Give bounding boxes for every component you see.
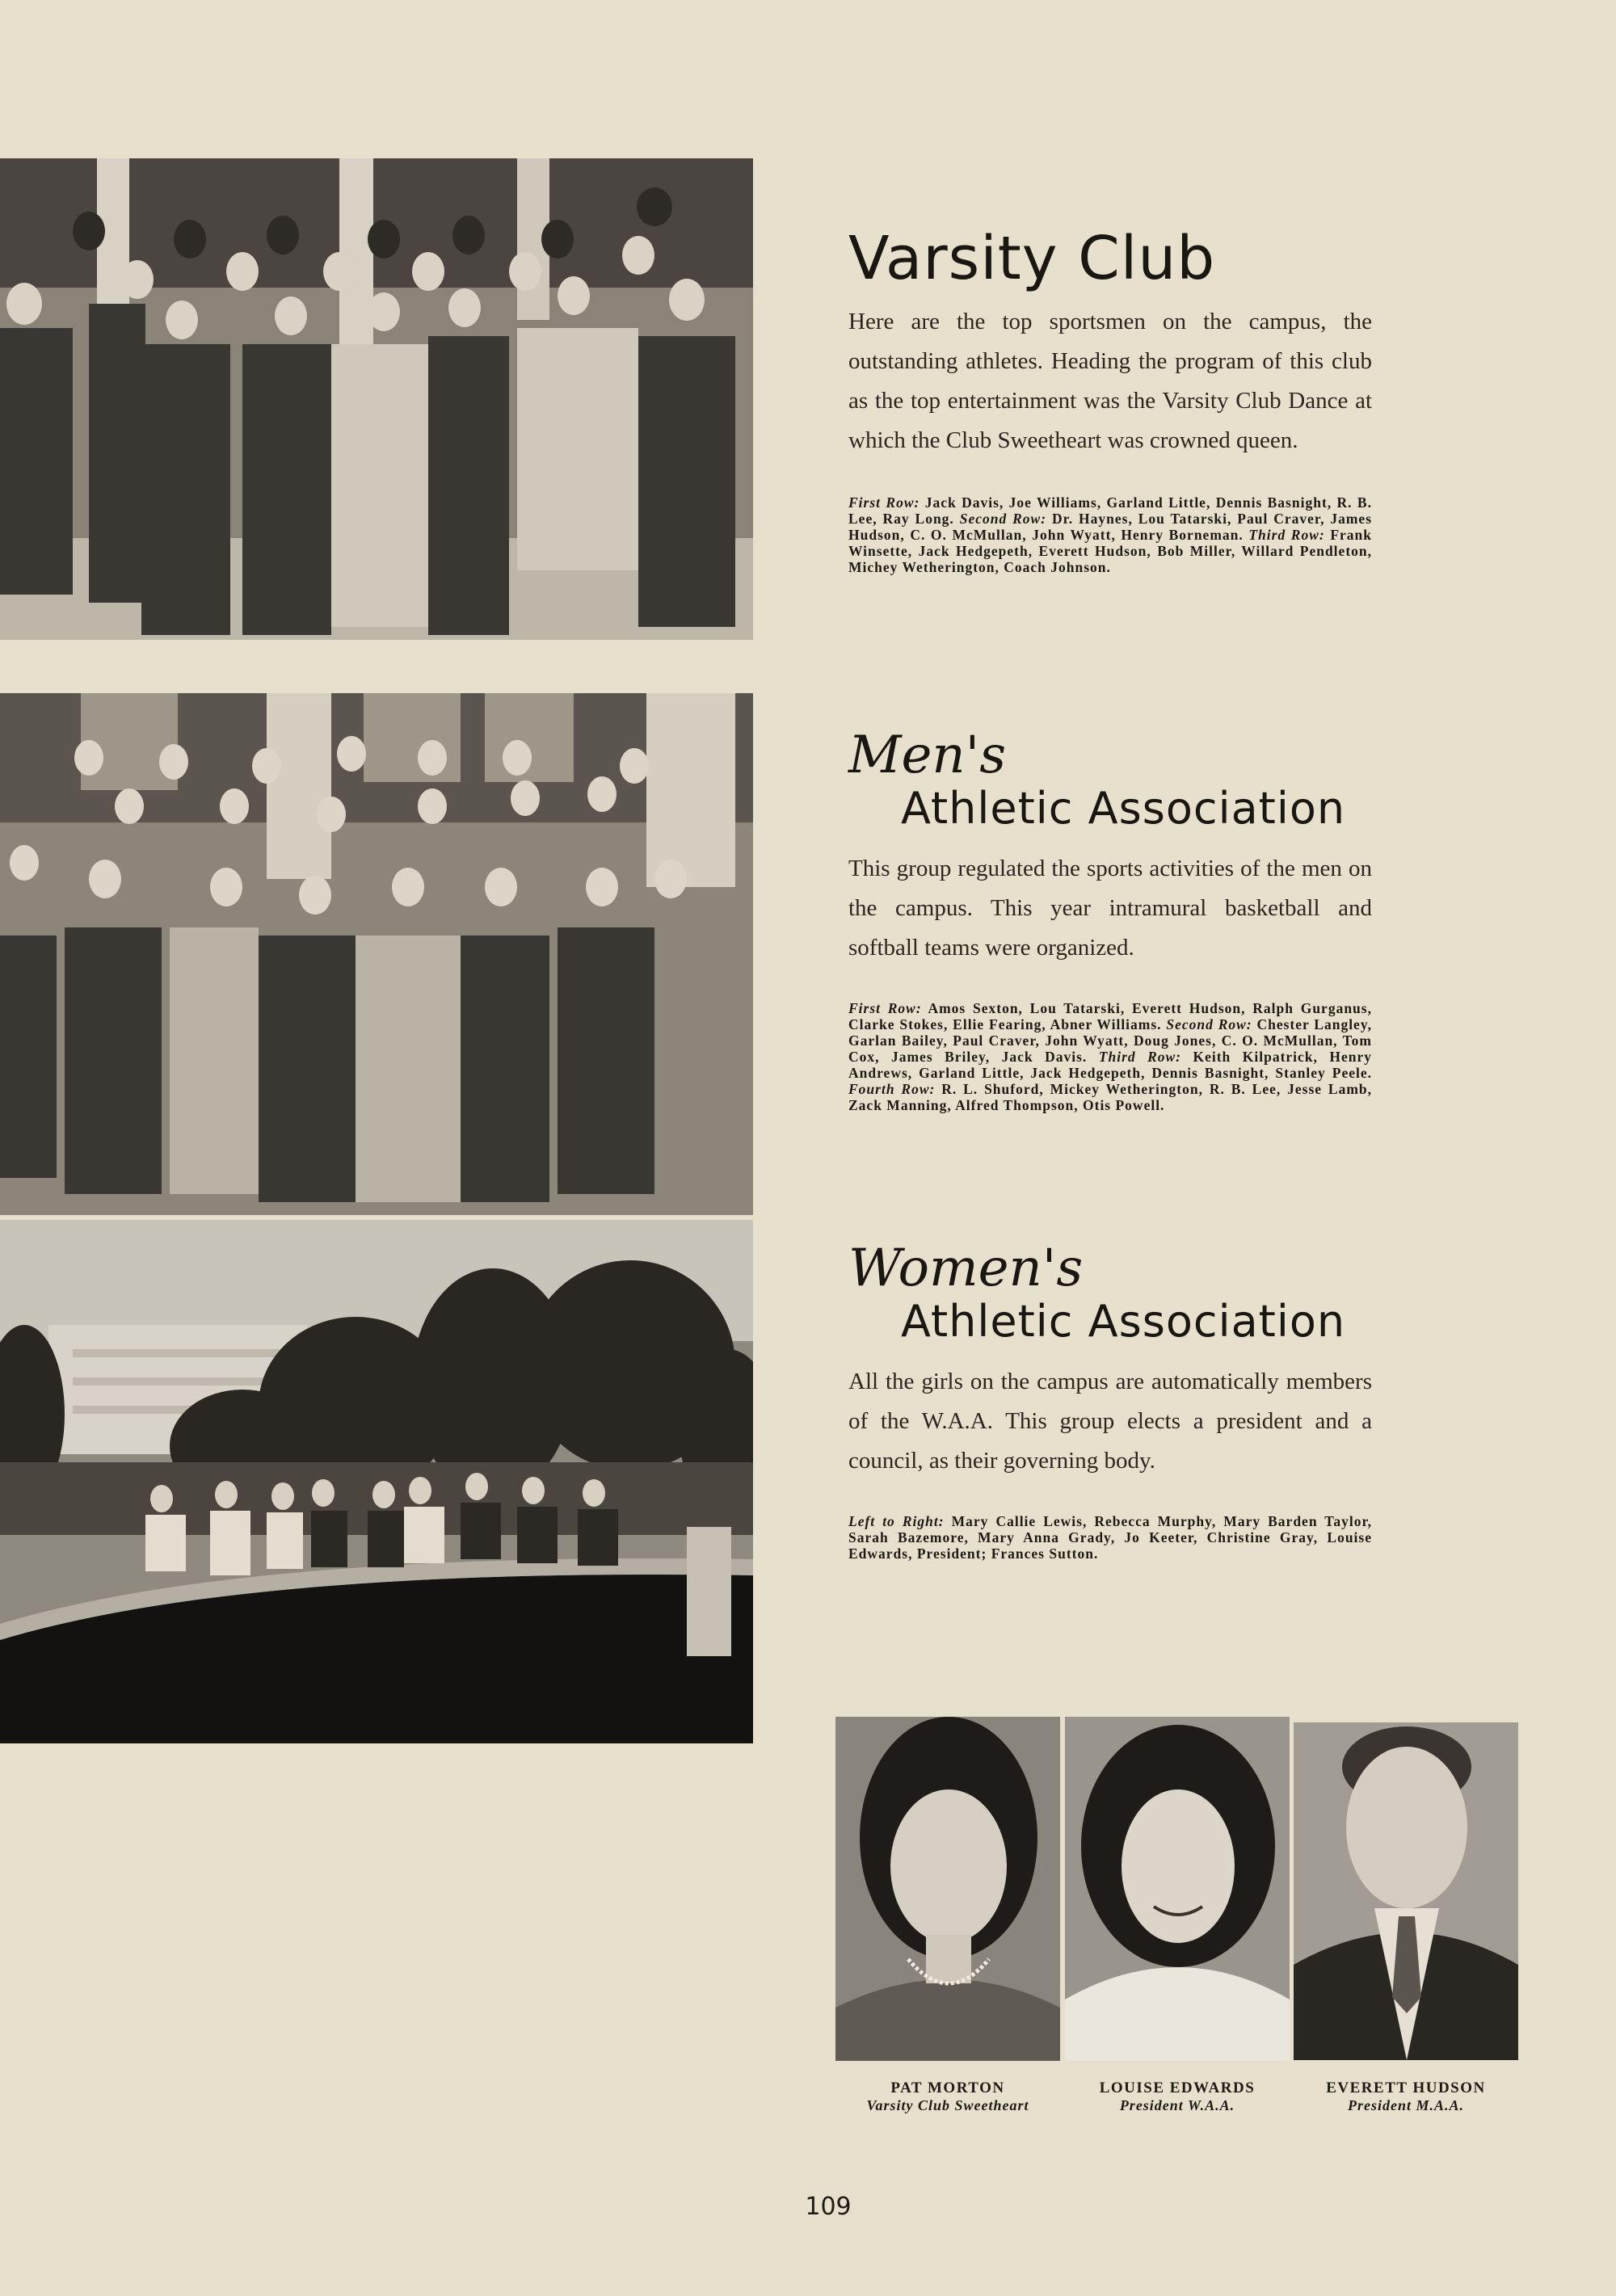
roster-label: Fourth Row:: [848, 1081, 936, 1097]
varsity-club-section: [848, 218, 1372, 575]
roster-names: Frank Winsette, Jack Hedgepeth, Everett Hudson, Bob Miller, Willard Pendleton, Michey Wetherington, Coach Johnson.: [848, 527, 1372, 575]
portrait-pat-morton: [835, 1717, 1060, 2061]
roster-label: Third Row:: [1098, 1049, 1182, 1065]
womens-script-title: Women's: [848, 1238, 1084, 1298]
womens-athletic-title: Athletic Association: [901, 1296, 1346, 1347]
portrait-role: President M.A.A.: [1347, 2097, 1464, 2113]
roster-names: Chester Langley, Garlan Bailey, Paul Craver, John Wyatt, Doug Jones, C. O. McMullan, Tom Cox, James Briley, Jack Davis.: [848, 1016, 1372, 1065]
roster-label: Left to Right:: [848, 1513, 945, 1529]
mens-athletic-section: [848, 723, 1372, 1113]
roster-names: Keith Kilpatrick, Henry Andrews, Garland Little, Jack Hedgepeth, Dennis Basnight, Stanley Peele.: [848, 1049, 1372, 1081]
roster-names: Jack Davis, Joe Williams, Garland Little, Dennis Basnight, R. B. Lee, Ray Long.: [848, 494, 1372, 527]
roster-label: Third Row:: [1248, 527, 1325, 543]
womens-athletic-photo: [0, 1220, 753, 1743]
varsity-club-roster: [848, 494, 1372, 575]
portrait-role: President W.A.A.: [1119, 2097, 1235, 2113]
roster-names: Dr. Haynes, Lou Tatarski, Paul Craver, James Hudson, C. O. McMullan, John Wyatt, Henry Borneman.: [848, 511, 1373, 543]
mens-athletic-description: This group regulated the sports activities of the men on the campus. This year intramural basketball and softball teams were organized.: [848, 856, 1372, 961]
roster-label: Second Row:: [959, 511, 1047, 527]
portrait-role: Varsity Club Sweetheart: [866, 2097, 1029, 2113]
roster-label: First Row:: [848, 1000, 922, 1016]
mens-athletic-title: Athletic Association: [901, 783, 1346, 834]
roster-names: Mary Callie Lewis, Rebecca Murphy, Mary Barden Taylor, Sarah Bazemore, Mary Anna Grady, Jo Keeter, Christine Gray, Louise Edwards, President; Frances Sutton.: [848, 1513, 1373, 1562]
roster-label: Second Row:: [1166, 1016, 1252, 1032]
portrait-everett-hudson: [1294, 1722, 1518, 2060]
portrait-name: PAT MORTON: [890, 2079, 1005, 2096]
varsity-club-title: Varsity Club: [848, 224, 1216, 293]
roster-names: Amos Sexton, Lou Tatarski, Everett Hudson, Ralph Gurganus, Clarke Stokes, Ellie Fearing, Abner Williams.: [848, 1000, 1372, 1032]
womens-athletic-section: [848, 1236, 1372, 1562]
varsity-club-description: Here are the top sportsmen on the campus, the outstanding athletes. Heading the program of this club as the top entertainment was the Varsity Club Dance at which the Club Sweetheart was crowned queen.: [848, 309, 1372, 453]
womens-athletic-description: All the girls on the campus are automatically members of the W.A.A. This group elects a president and a council, as their governing body.: [848, 1369, 1372, 1474]
roster-names: R. L. Shuford, Mickey Wetherington, R. B. Lee, Jesse Lamb, Zack Manning, Alfred Thompson, Otis Powell.: [848, 1081, 1373, 1113]
portrait-caption: [1294, 2079, 1518, 2114]
roster-label: First Row:: [848, 494, 920, 511]
mens-athletic-roster: [848, 1000, 1372, 1113]
portrait-louise-edwards: [1065, 1717, 1290, 2061]
varsity-club-photo: [0, 158, 753, 640]
womens-athletic-roster: [848, 1513, 1372, 1562]
mens-script-title: Men's: [848, 725, 1007, 785]
portrait-caption: [835, 2079, 1060, 2114]
mens-athletic-photo: [0, 693, 753, 1215]
portrait-name: LOUISE EDWARDS: [1099, 2079, 1256, 2096]
portrait-caption: [1065, 2079, 1290, 2114]
page-number: 109: [805, 2193, 852, 2221]
portrait-name: EVERETT HUDSON: [1326, 2079, 1486, 2096]
